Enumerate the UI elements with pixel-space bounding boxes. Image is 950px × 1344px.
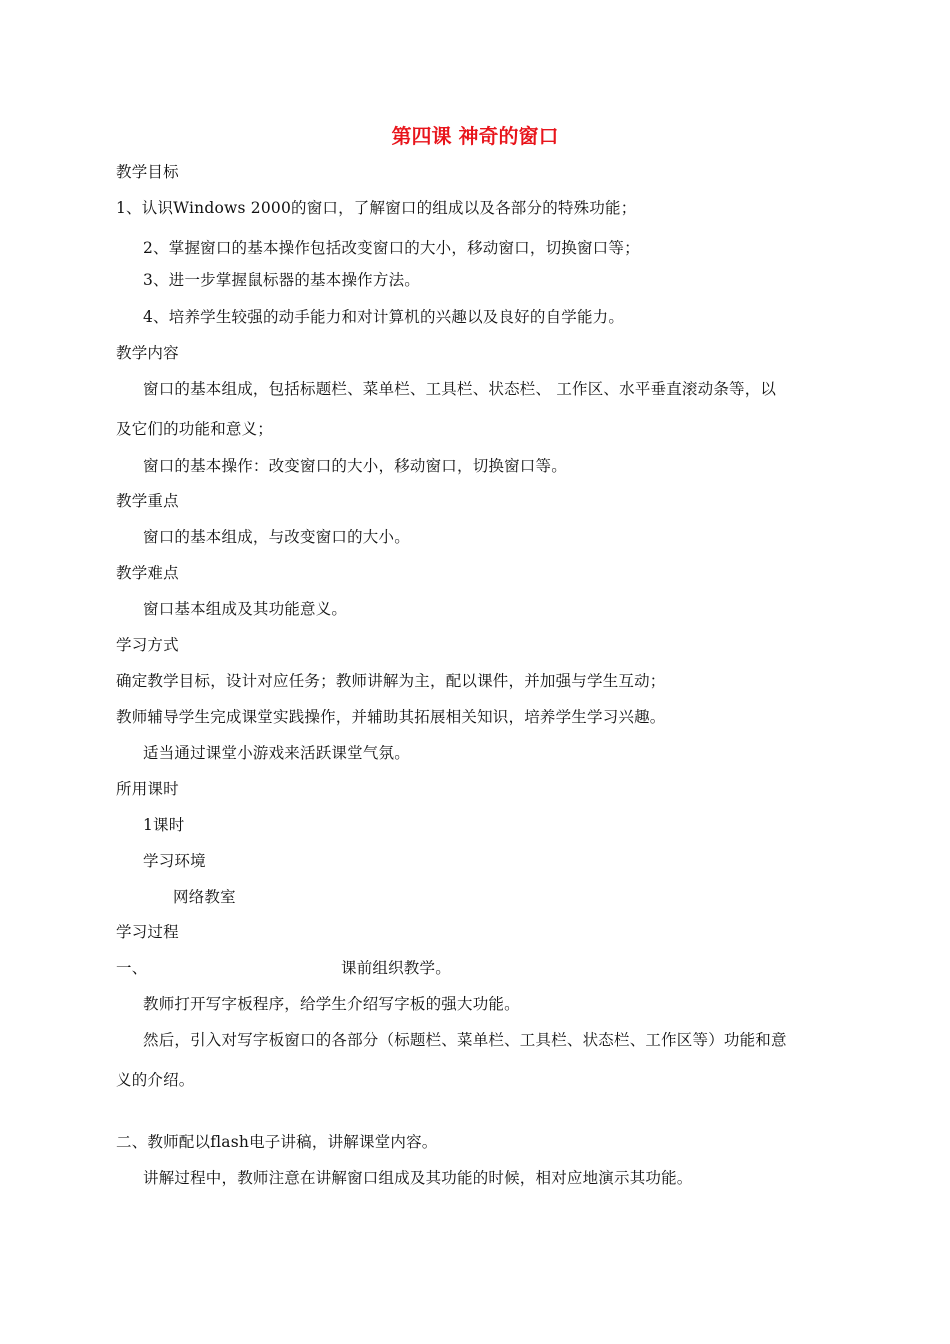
content-paragraph-1-line-2: 及它们的功能和意义； — [116, 420, 274, 438]
step-1-paragraph-b-line-2: 义的介绍。 — [116, 1071, 195, 1089]
heading-learning-environment: 学习环境 — [143, 852, 206, 870]
heading-key-points: 教学重点 — [116, 492, 179, 510]
step-1-title: 课前组织教学。 — [341, 959, 451, 977]
learning-environment-value: 网络教室 — [173, 888, 236, 906]
heading-learning-method: 学习方式 — [116, 636, 179, 654]
step-1-paragraph-b-line-1: 然后，引入对写字板窗口的各部分（标题栏、菜单栏、工具栏、状态栏、工作区等）功能和意 — [143, 1031, 787, 1049]
heading-teaching-content: 教学内容 — [116, 344, 179, 362]
method-line-3: 适当通过课堂小游戏来活跃课堂气氛。 — [143, 744, 410, 762]
content-paragraph-2: 窗口的基本操作：改变窗口的大小，移动窗口，切换窗口等。 — [143, 457, 567, 475]
goal-item-4: 4、培养学生较强的动手能力和对计算机的兴趣以及良好的自学能力。 — [143, 308, 625, 326]
step-2-paragraph: 讲解过程中，教师注意在讲解窗口组成及其功能的时候，相对应地演示其功能。 — [143, 1169, 693, 1187]
difficult-point-text: 窗口基本组成及其功能意义。 — [143, 600, 348, 618]
step-1-paragraph-a: 教师打开写字板程序，给学生介绍写字板的强大功能。 — [143, 995, 520, 1013]
step-2-title: 二、教师配以flash电子讲稿，讲解课堂内容。 — [116, 1133, 438, 1151]
step-1-number: 一、 — [116, 959, 148, 977]
key-point-text: 窗口的基本组成，与改变窗口的大小。 — [143, 528, 410, 546]
page-title: 第四课 神奇的窗口 — [391, 124, 559, 148]
heading-class-hours: 所用课时 — [116, 780, 179, 798]
goal-item-3: 3、进一步掌握鼠标器的基本操作方法。 — [143, 271, 420, 289]
heading-learning-process: 学习过程 — [116, 923, 179, 941]
method-line-2: 教师辅导学生完成课堂实践操作，并辅助其拓展相关知识，培养学生学习兴趣。 — [116, 708, 666, 726]
goal-item-2: 2、掌握窗口的基本操作包括改变窗口的大小，移动窗口，切换窗口等； — [143, 239, 640, 257]
heading-difficult-points: 教学难点 — [116, 564, 179, 582]
class-hours-value: 1课时 — [143, 816, 185, 834]
heading-teaching-goals: 教学目标 — [116, 163, 179, 181]
content-paragraph-1-line-1: 窗口的基本组成，包括标题栏、菜单栏、工具栏、状态栏、 工作区、水平垂直滚动条等，以 — [143, 380, 777, 398]
goal-item-1: 1、认识Windows 2000的窗口，了解窗口的组成以及各部分的特殊功能； — [116, 199, 637, 217]
method-line-1: 确定教学目标，设计对应任务；教师讲解为主，配以课件，并加强与学生互动； — [116, 672, 666, 690]
